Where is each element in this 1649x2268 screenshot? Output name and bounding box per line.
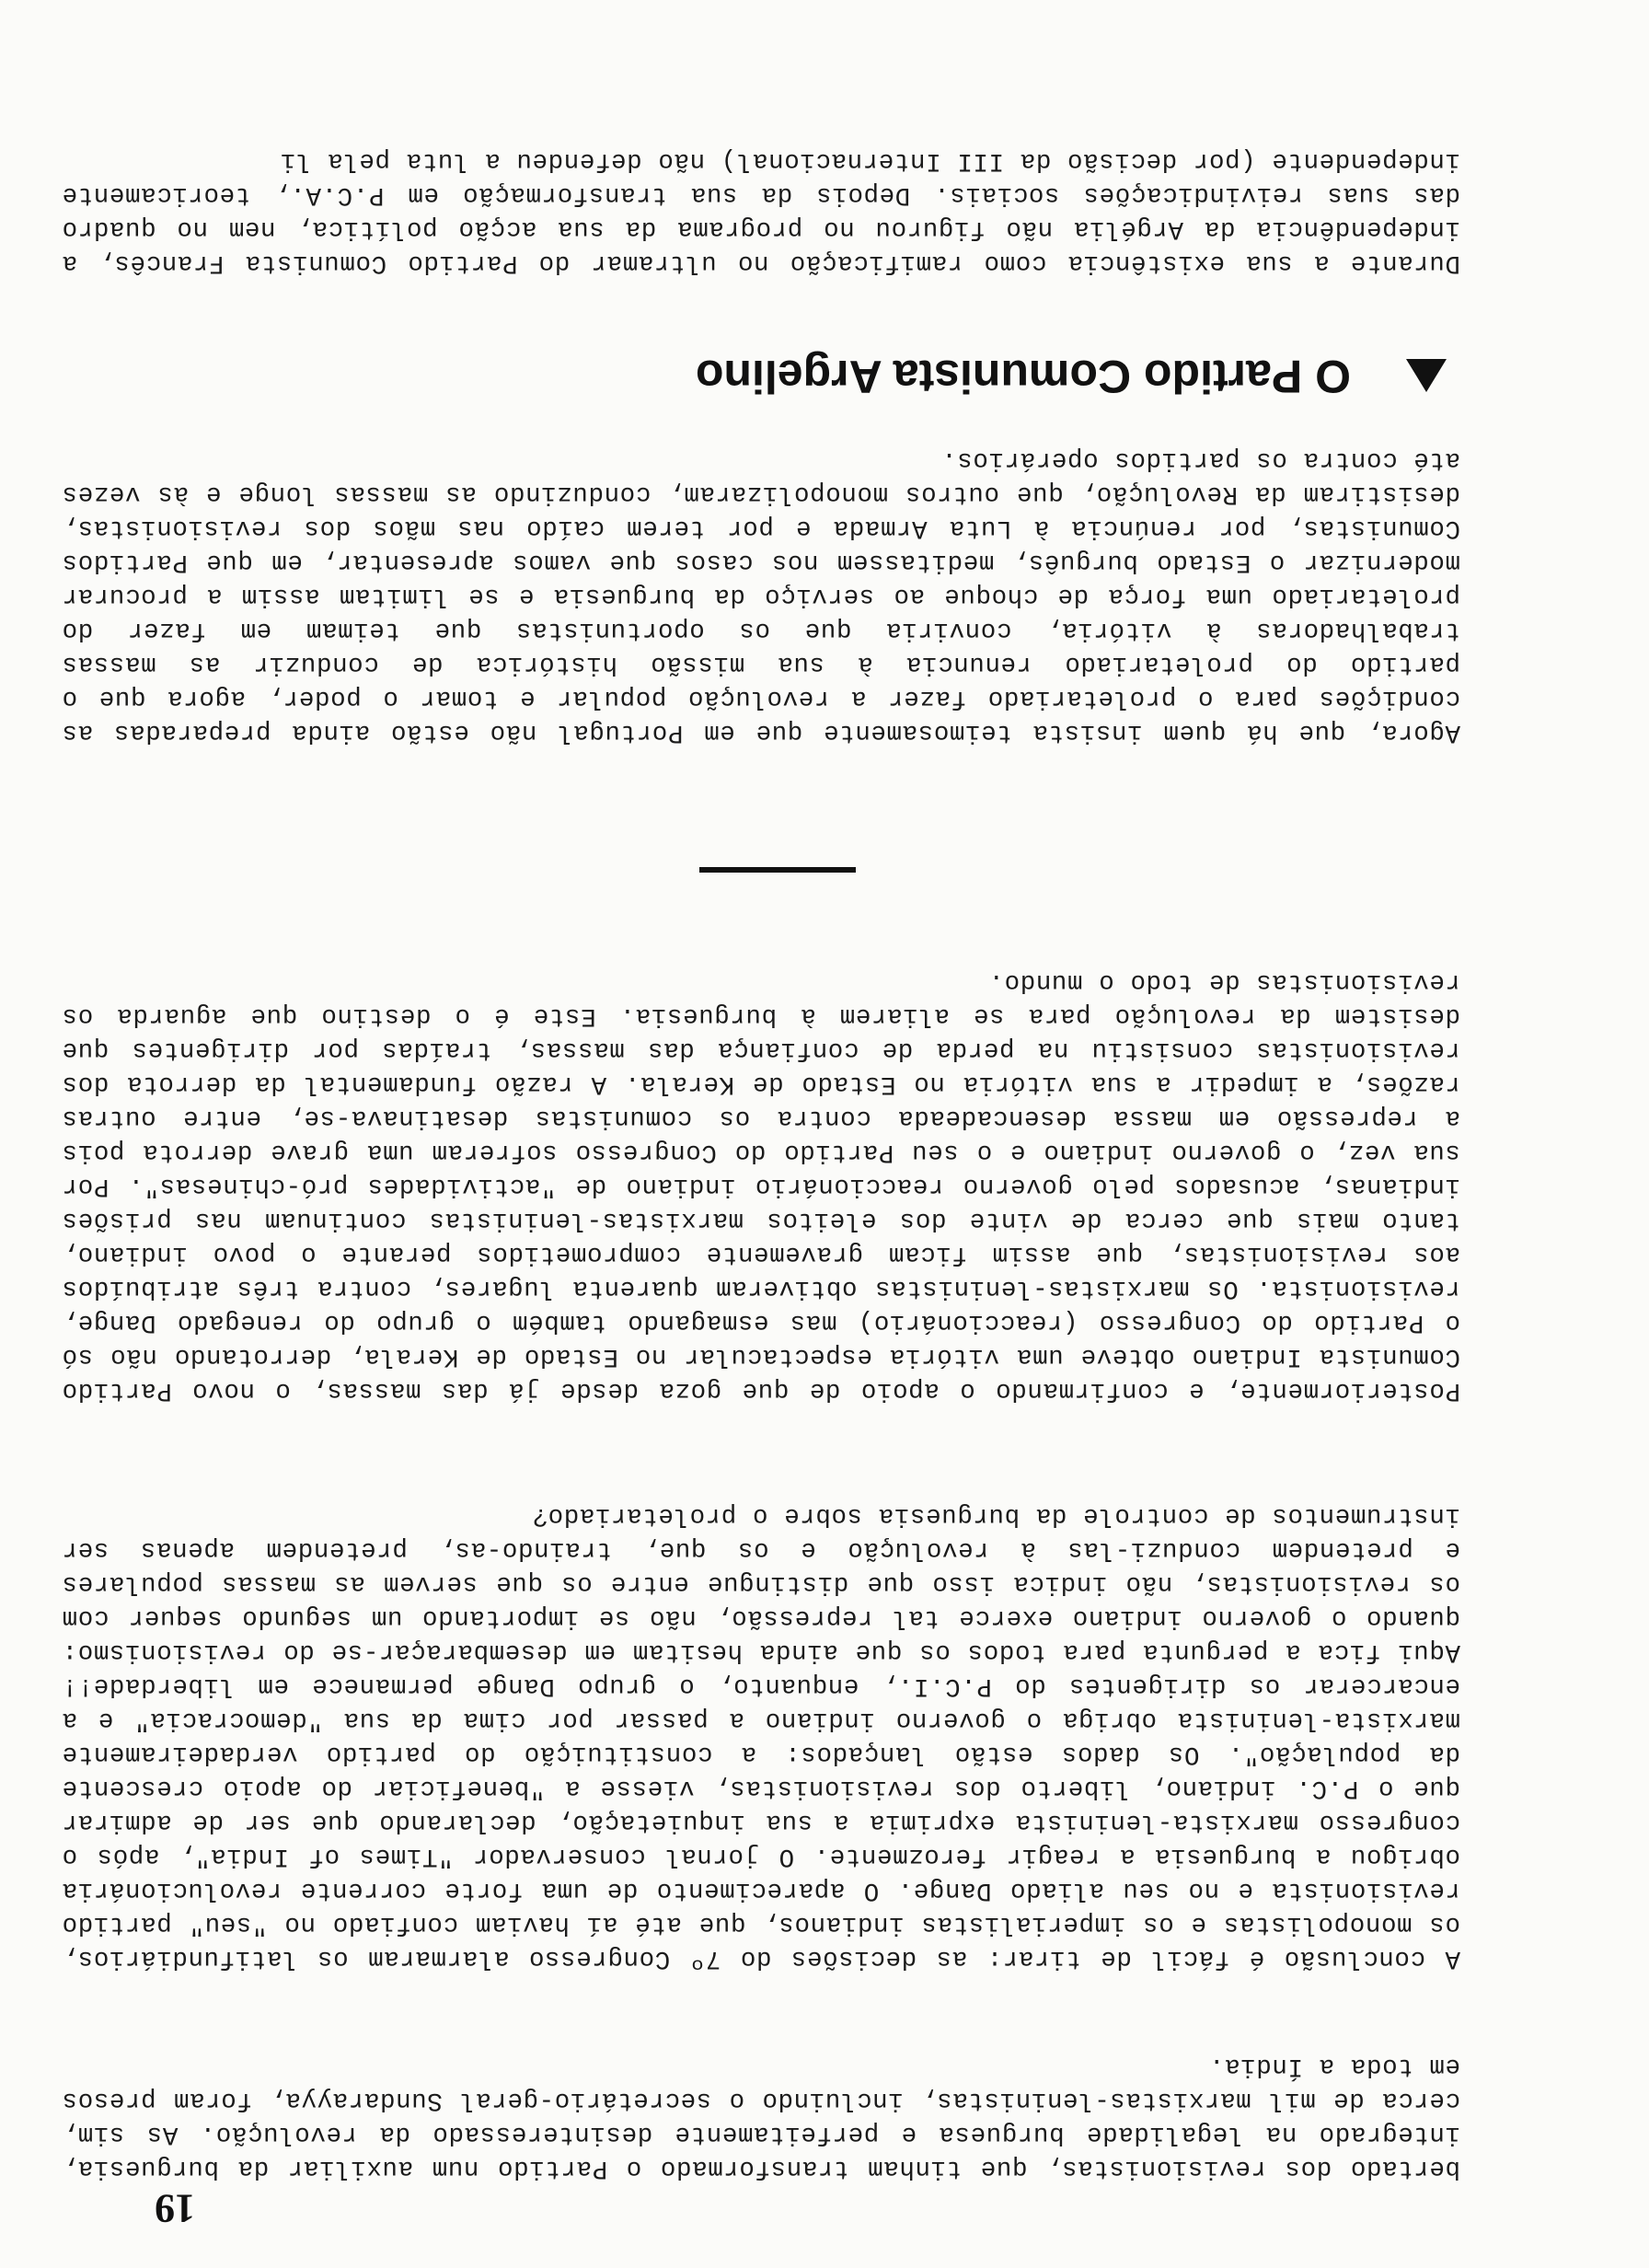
- paragraph-durante: [62, 144, 1460, 280]
- paragraph-agora: [62, 443, 1460, 749]
- section-heading-text: O Partido Comunista Argelino: [695, 351, 1351, 402]
- paragraph-text: Agora, que há quem insista teimosamente que em Portugal não estão ainda preparadas as condições para o proletariado fazer a revolução popular e tomar o poder, agora que o partido do proletariado renuncia à sua missão histórica de conduzir as massas trabalhadoras à vitória, conviria que os oportunistas que teimam em fazer do proletariado uma força de choque ao serviço da burguesia e se limitam assim a procurar modernizar o Estado burguês, meditassem nos casos que vamos apresentar, em que Partidos Comunistas, por renúncia à Luta Armada e por terem caído nas mãos dos revisionistas, desistiram da Revolução, que outros monopolizaram, conduzindo as massas longe e às vezes até contra os partidos operários.: [62, 446, 1460, 746]
- page-number: 19: [155, 2186, 195, 2231]
- paragraph-text: Durante a sua existência como ramificação no ultramar do Partido Comunista Francês, a independência da Argélia não figurou no programa da sua acção política, nem no quadro das suas reivindicações sociais. Depois da sua transformação em P.C.A., teoricamente independente (por decisão da III Internacional) não defendeu a luta pela li: [62, 146, 1460, 277]
- section-divider: [699, 867, 856, 873]
- paragraph-text: Posteriormente, e confirmando o apoio de que goza desde já das massas, o novo Partido Comunista Indiano obteve uma vitória espectacular no Estado de Kerala, derrotando não só o Partido do Congresso (reaccionário) mas esmagando também o grupo do renegado Dange, revisionista. Os marxistas-leninistas obtiveram quarenta lugares, contra três atribuídos aos revisionistas, que assim ficam gravemente comprometidos perante o povo indiano, tanto mais que cerca de vinte dos eleitos marxistas-leninistas continuam nas prisões indianas, acusados pelo governo reaccionário indiano de "actividades pró-chinesas". Por sua vez, o governo indiano e o seu Partido do Congresso sofreram uma grave derrota pois a repressão em massa desencadeada contra os comunistas desatinava-se, entre outras razões, a impedir a sua vitória no Estado de Kerala. A razão fundamental da derrota dos revisionistas consistiu na perda de confiança das massas, traídas por dirigentes que desistem da revolução para se aliarem à burguesia. Este é o destino que aguarda os revisionistas de todo o mundo.: [62, 967, 1460, 1405]
- paragraph-intro: [62, 2049, 1460, 2185]
- paragraph-text: A conclusão é fácil de tirar: as decisões do 7º Congresso alarmaram os latifundiários, os monopolistas e os imperialistas indianos, que até aí haviam confiado no "seu" partido revisionista e no seu aliado Dange. O aparecimento de uma forte corrente revolucionária obrigou a burguesia a reagir ferozmente. O jornal conservador "Times of India", após o congresso marxista-leninista exprimia a sua inquietação, declarando que ser de admirar que o P.C. indiano, liberto dos revisionistas, viesse a "beneficiar do apoio crescente da população". Os dados estão lançados: a constituição do partido verdadeiramente marxista-leninista obriga o governo indiano a passar por cima da sua "democracia" e a encarcerar os dirigentes do P.C.I., enquanto, o grupo Dange permanece em liberdade!! Aqui fica a pergunta para todos os que ainda hesitam em desembaraçar-se do revisionismo: quando o governo indiano exerce tal repressão, não se importando um segundo sequer com os revisionistas, não indica isso que distingue entre os que servem as massas populares e pretendem conduzi-las à revolução e os que, traindo-as, pretendem apenas ser instrumentos de controle da burguesia sobre o proletariado?: [62, 1501, 1460, 1973]
- paragraph-text: bertado dos revisionistas, que tinham transformado o Partido num auxiliar da burguesia, integrado na legalidade burguesa e perfeitamente desinteressado da revolução. As sim, cerca de mil marxistas-leninistas, incluindo o secretário-geral Sundarayya, foram presos em toda a Índia.: [62, 2052, 1460, 2182]
- paragraph-posteriormente: [62, 965, 1460, 1407]
- section-heading: [66, 349, 1447, 404]
- triangle-bullet-icon: [1406, 359, 1447, 392]
- paragraph-conclusao: [62, 1498, 1460, 1975]
